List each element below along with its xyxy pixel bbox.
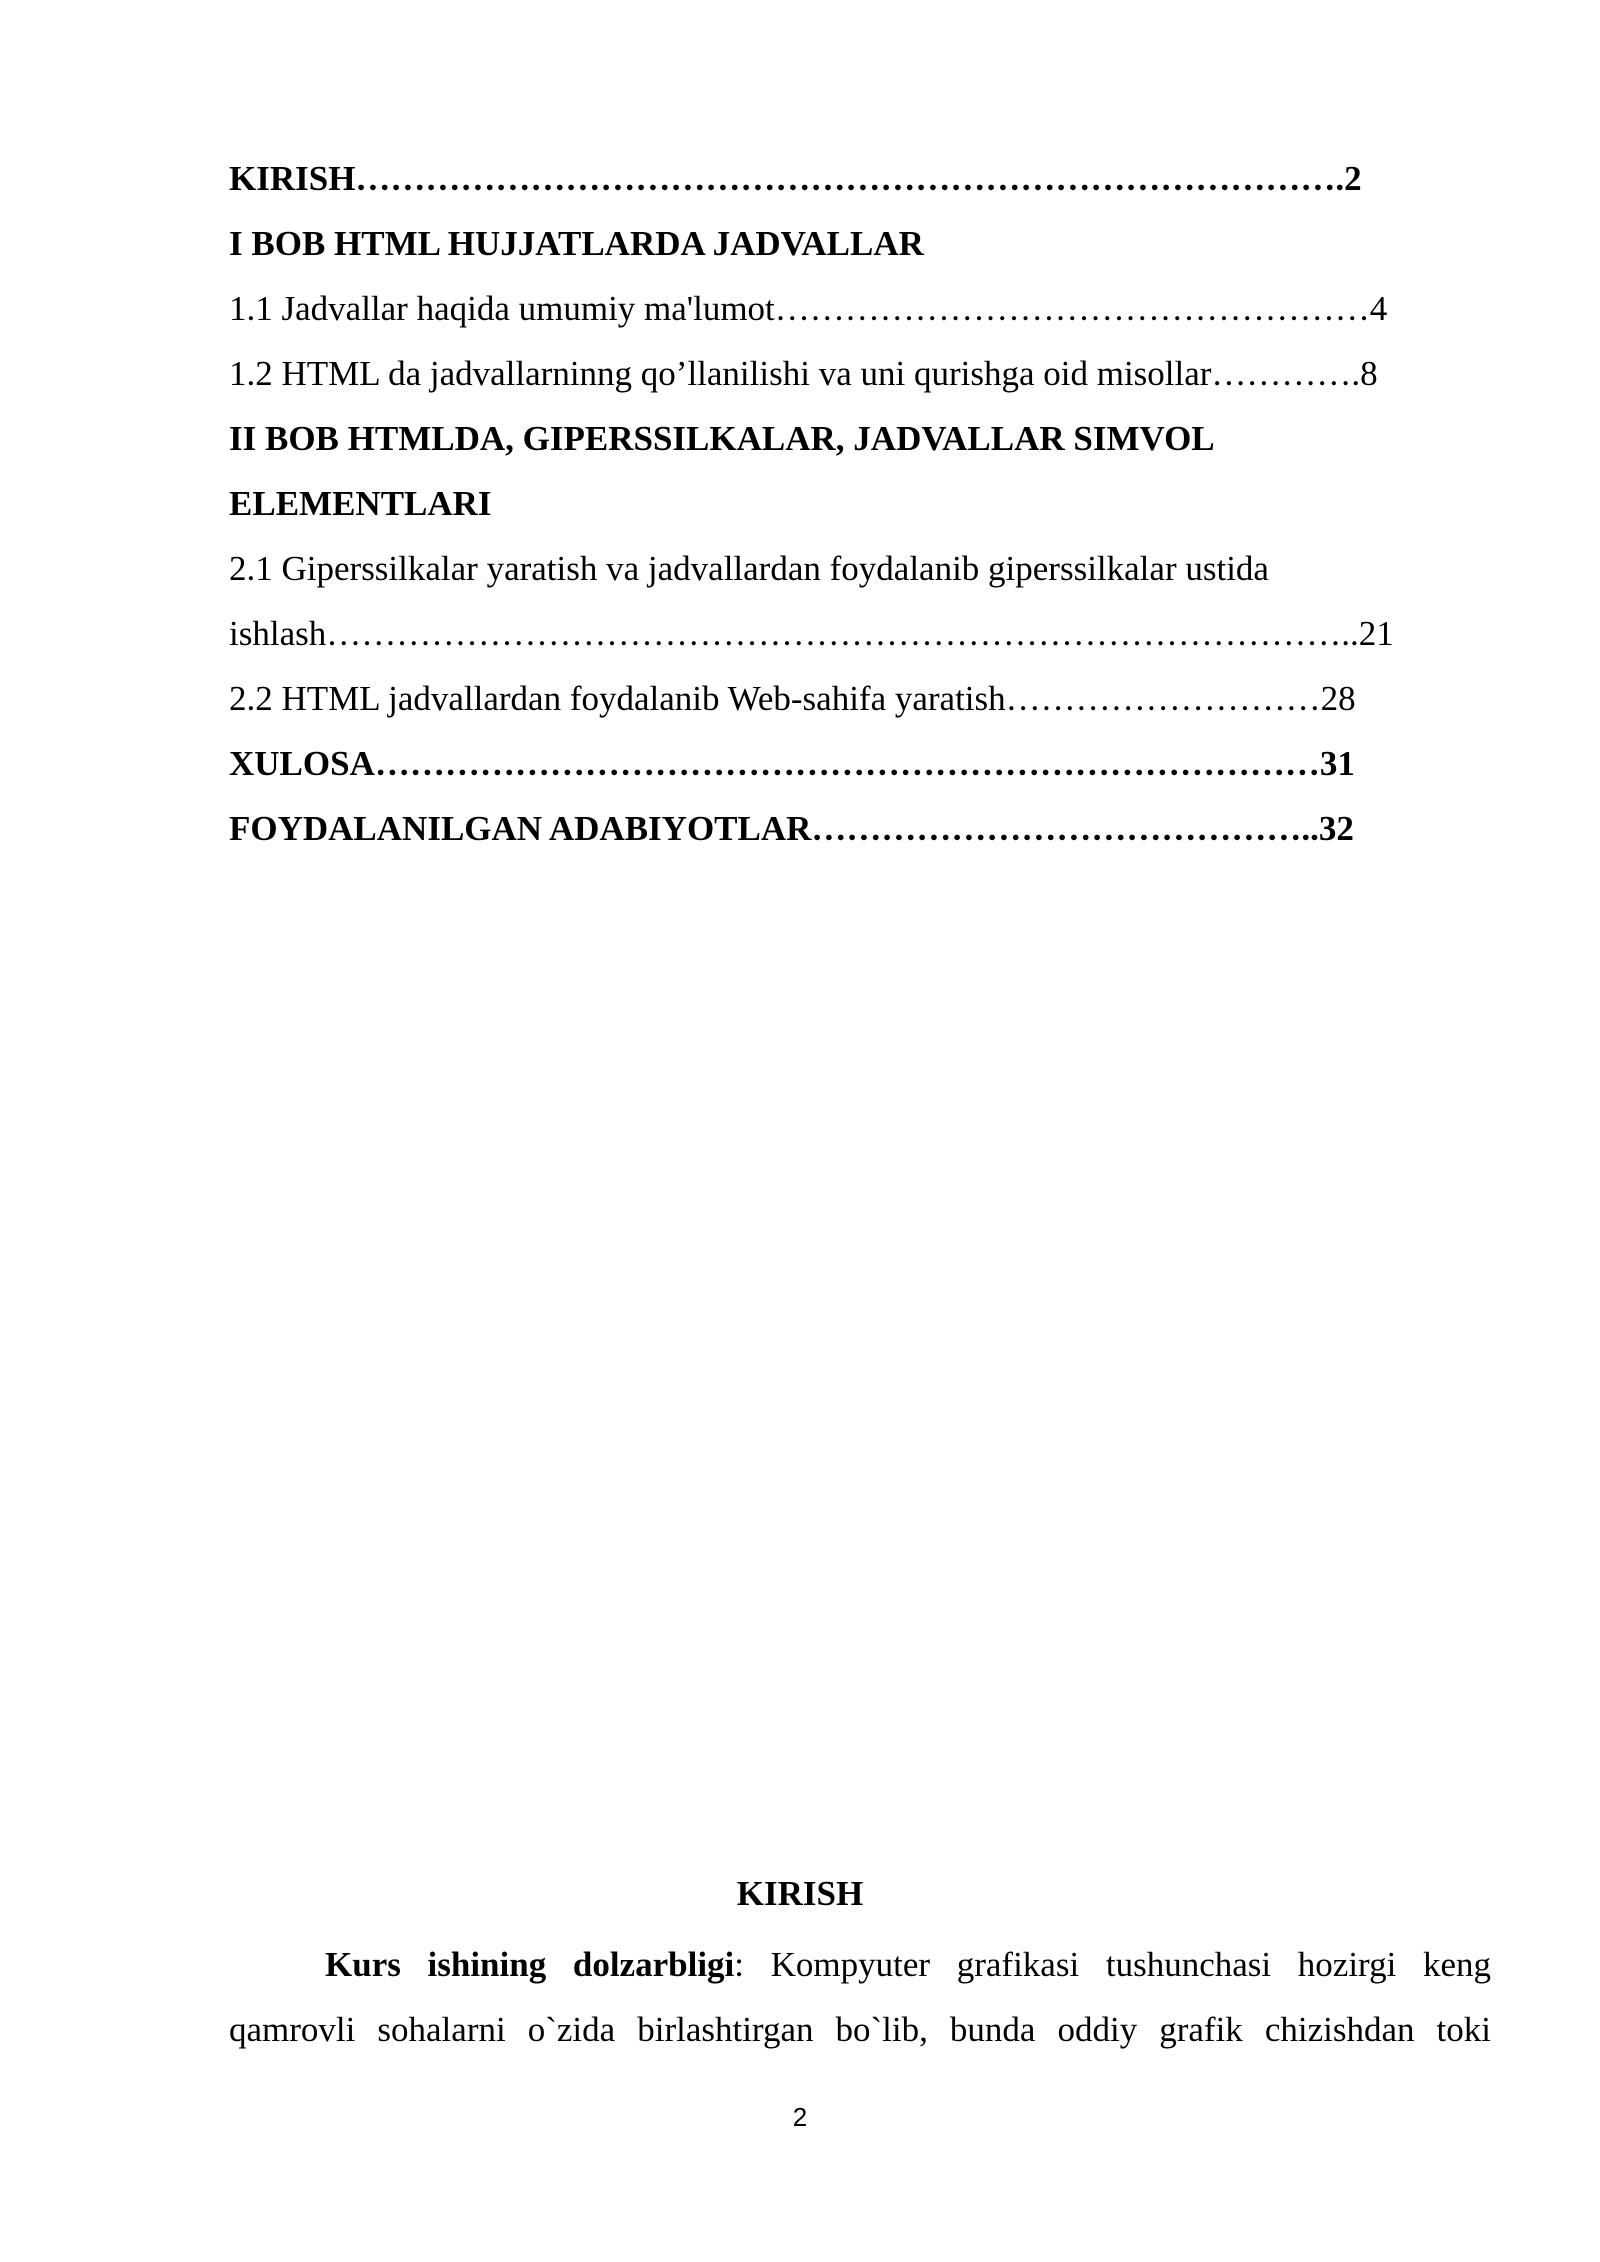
paragraph-lead: Kurs ishining dolzarbligi [325, 1945, 735, 1984]
page-number: 2 [792, 2102, 808, 2132]
toc-entry: KIRISH………………………………………………………………………….2 [229, 159, 1362, 198]
toc-entry: ishlash……………………………………………………………………………..21 [229, 614, 1394, 653]
paragraph-line [229, 1932, 1491, 1997]
toc-entry: FOYDALANILGAN ADABIYOTLAR……………………………………..32 [229, 809, 1354, 848]
section-title: KIRISH [736, 1874, 864, 1913]
body-paragraph [229, 1932, 1491, 2062]
toc-entry: XULOSA………………………………………………………………………31 [229, 744, 1355, 783]
table-of-contents [229, 146, 1491, 861]
toc-entry: 1.1 Jadvallar haqida umumiy ma'lumot……………………………………………4 [229, 289, 1388, 328]
toc-entry: I BOB HTML HUJJATLARDA JADVALLAR [229, 224, 924, 263]
paragraph-line1-text: : Kompyuter grafikasi tushunchasi hozirgi keng [734, 1945, 1491, 1984]
toc-entry: 2.1 Giperssilkalar yaratish va jadvallardan foydalanib giperssilkalar ustida [229, 549, 1269, 588]
toc-entry: II BOB HTMLDA, GIPERSSILKALAR, JADVALLAR SIMVOL [229, 419, 1215, 458]
toc-entry: 2.2 HTML jadvallardan foydalanib Web-sahifa yaratish………………………28 [229, 679, 1356, 718]
toc-entry: 1.2 HTML da jadvallarninng qo’llanilishi va uni qurishga oid misollar………….8 [229, 354, 1378, 393]
toc-entry: ELEMENTLARI [229, 484, 492, 523]
paragraph-line: qamrovli sohalarni o`zida birlashtirgan bo`lib, bunda oddiy grafik chizishdan toki [229, 2010, 1491, 2049]
